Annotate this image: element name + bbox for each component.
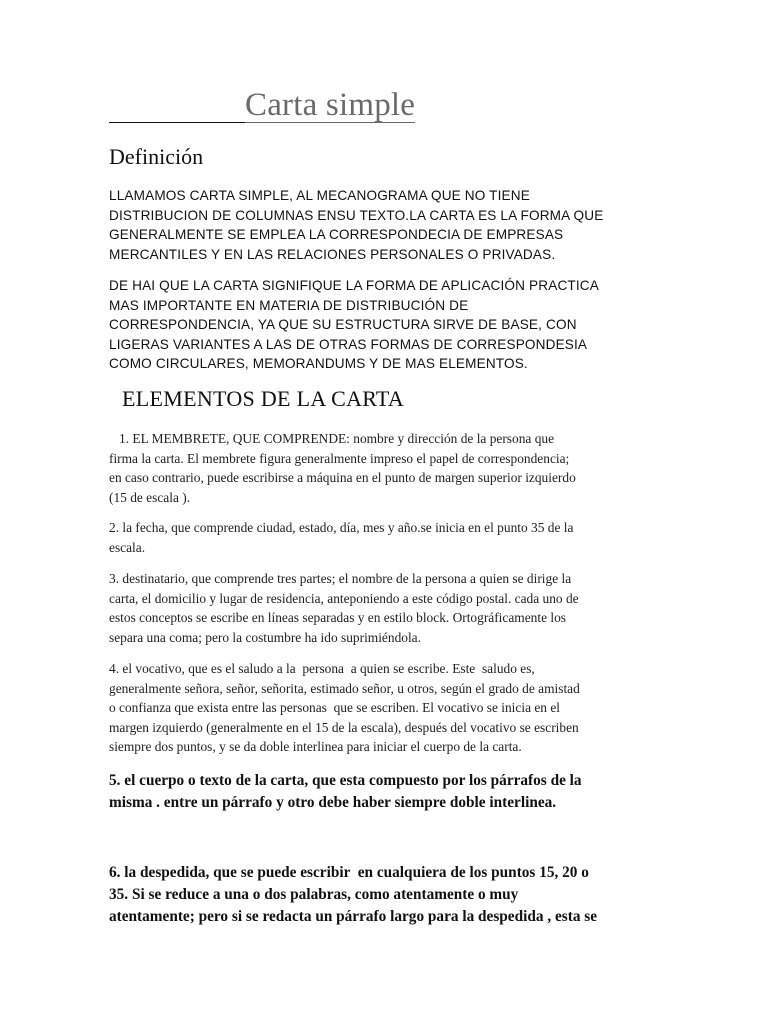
paragraph-line: misma . entre un párrafo y otro debe haber siempre doble interlinea. <box>109 794 557 811</box>
paragraph-line: o confianza que exista entre las personas que se escriben. El vocativo se inicia en el <box>109 700 561 715</box>
element-item-2 <box>109 518 669 557</box>
title-underline-rule <box>109 88 245 123</box>
paragraph-line: firma la carta. El membrete figura generalmente impreso el papel de correspondencia; <box>109 450 570 466</box>
section-heading: ELEMENTOS DE LA CARTA <box>122 386 405 411</box>
paragraph-line: 2. la fecha, que comprende ciudad, estado, día, mes y año.se inicia en el punto 35 de la <box>109 520 574 535</box>
definition-paragraph-2 <box>109 276 669 374</box>
paragraph-line: 5. el cuerpo o texto de la carta, que esta compuesto por los párrafos de la <box>109 772 582 789</box>
definition-heading: Definición <box>109 144 204 169</box>
element-item-1 <box>109 429 669 507</box>
paragraph-line: carta, el domicilio y lugar de residencia, anteponiendo a este código postal. cada uno de <box>109 590 579 606</box>
paragraph-line: en caso contrario, puede escribirse a máquina en el punto de margen superior izquierdo <box>109 470 576 485</box>
element-item-5 <box>109 770 669 814</box>
paragraph-line: DISTRIBUCION DE COLUMNAS ENSU TEXTO.LA CARTA ES LA FORMA QUE <box>109 207 604 223</box>
paragraph-line: estos conceptos se escribe en líneas separadas y en estilo block. Ortográficamente los <box>109 610 566 625</box>
element-item-6 <box>109 862 669 928</box>
paragraph-line: escala. <box>109 539 146 555</box>
paragraph-line: siempre dos puntos, y se da doble interlinea para iniciar el cuerpo de la carta. <box>109 739 522 754</box>
paragraph-line: 35. Si se reduce a una o dos palabras, como atentamente o muy <box>109 886 519 903</box>
paragraph-line: 4. el vocativo, que es el saludo a la persona a quien se escribe. Este saludo es, <box>109 661 535 676</box>
element-item-4 <box>109 659 669 757</box>
paragraph-line: GENERALMENTE SE EMPLEA LA CORRESPONDECIA DE EMPRESAS <box>109 227 564 242</box>
paragraph-line: 1. EL MEMBRETE, QUE COMPRENDE: nombre y dirección de la persona que <box>109 431 555 446</box>
paragraph-line: separa una coma; pero la costumbre ha ido suprimiéndola. <box>109 629 421 645</box>
paragraph-line: 6. la despedida, que se puede escribir en cualquiera de los puntos 15, 20 o <box>109 864 589 881</box>
paragraph-line: (15 de escala ). <box>109 489 191 505</box>
element-item-3 <box>109 569 669 647</box>
paragraph-line: atentamente; pero si se redacta un párrafo largo para la despedida , esta se <box>109 908 598 925</box>
title-row <box>109 88 415 123</box>
paragraph-line: MERCANTILES Y EN LAS RELACIONES PERSONALES O PRIVADAS. <box>109 246 556 262</box>
definition-paragraph-1 <box>109 186 669 264</box>
paragraph-line: CORRESPONDENCIA, YA QUE SU ESTRUCTURA SIRVE DE BASE, CON <box>109 317 577 332</box>
paragraph-line: DE HAI QUE LA CARTA SIGNIFIQUE LA FORMA DE APLICACIÓN PRACTICA <box>109 278 599 293</box>
paragraph-line: margen izquierdo (generalmente en el 15 de la escala), después del vocativo se escriben <box>109 719 579 735</box>
paragraph-line: COMO CIRCULARES, MEMORANDUMS Y DE MAS ELEMENTOS. <box>109 356 528 371</box>
paragraph-line: LIGERAS VARIANTES A LAS DE OTRAS FORMAS DE CORRESPONDESIA <box>109 336 588 352</box>
paragraph-line: MAS IMPORTANTE EN MATERIA DE DISTRIBUCIÓN DE <box>109 297 469 313</box>
paragraph-line: LLAMAMOS CARTA SIMPLE, AL MECANOGRAMA QUE NO TIENE <box>109 188 530 203</box>
paragraph-line: generalmente señora, señor, señorita, estimado señor, u otros, según el grado de amistad <box>109 680 580 696</box>
paragraph-line: 3. destinatario, que comprende tres partes; el nombre de la persona a quien se dirige la <box>109 571 572 586</box>
page-title: Carta simple <box>245 87 416 123</box>
